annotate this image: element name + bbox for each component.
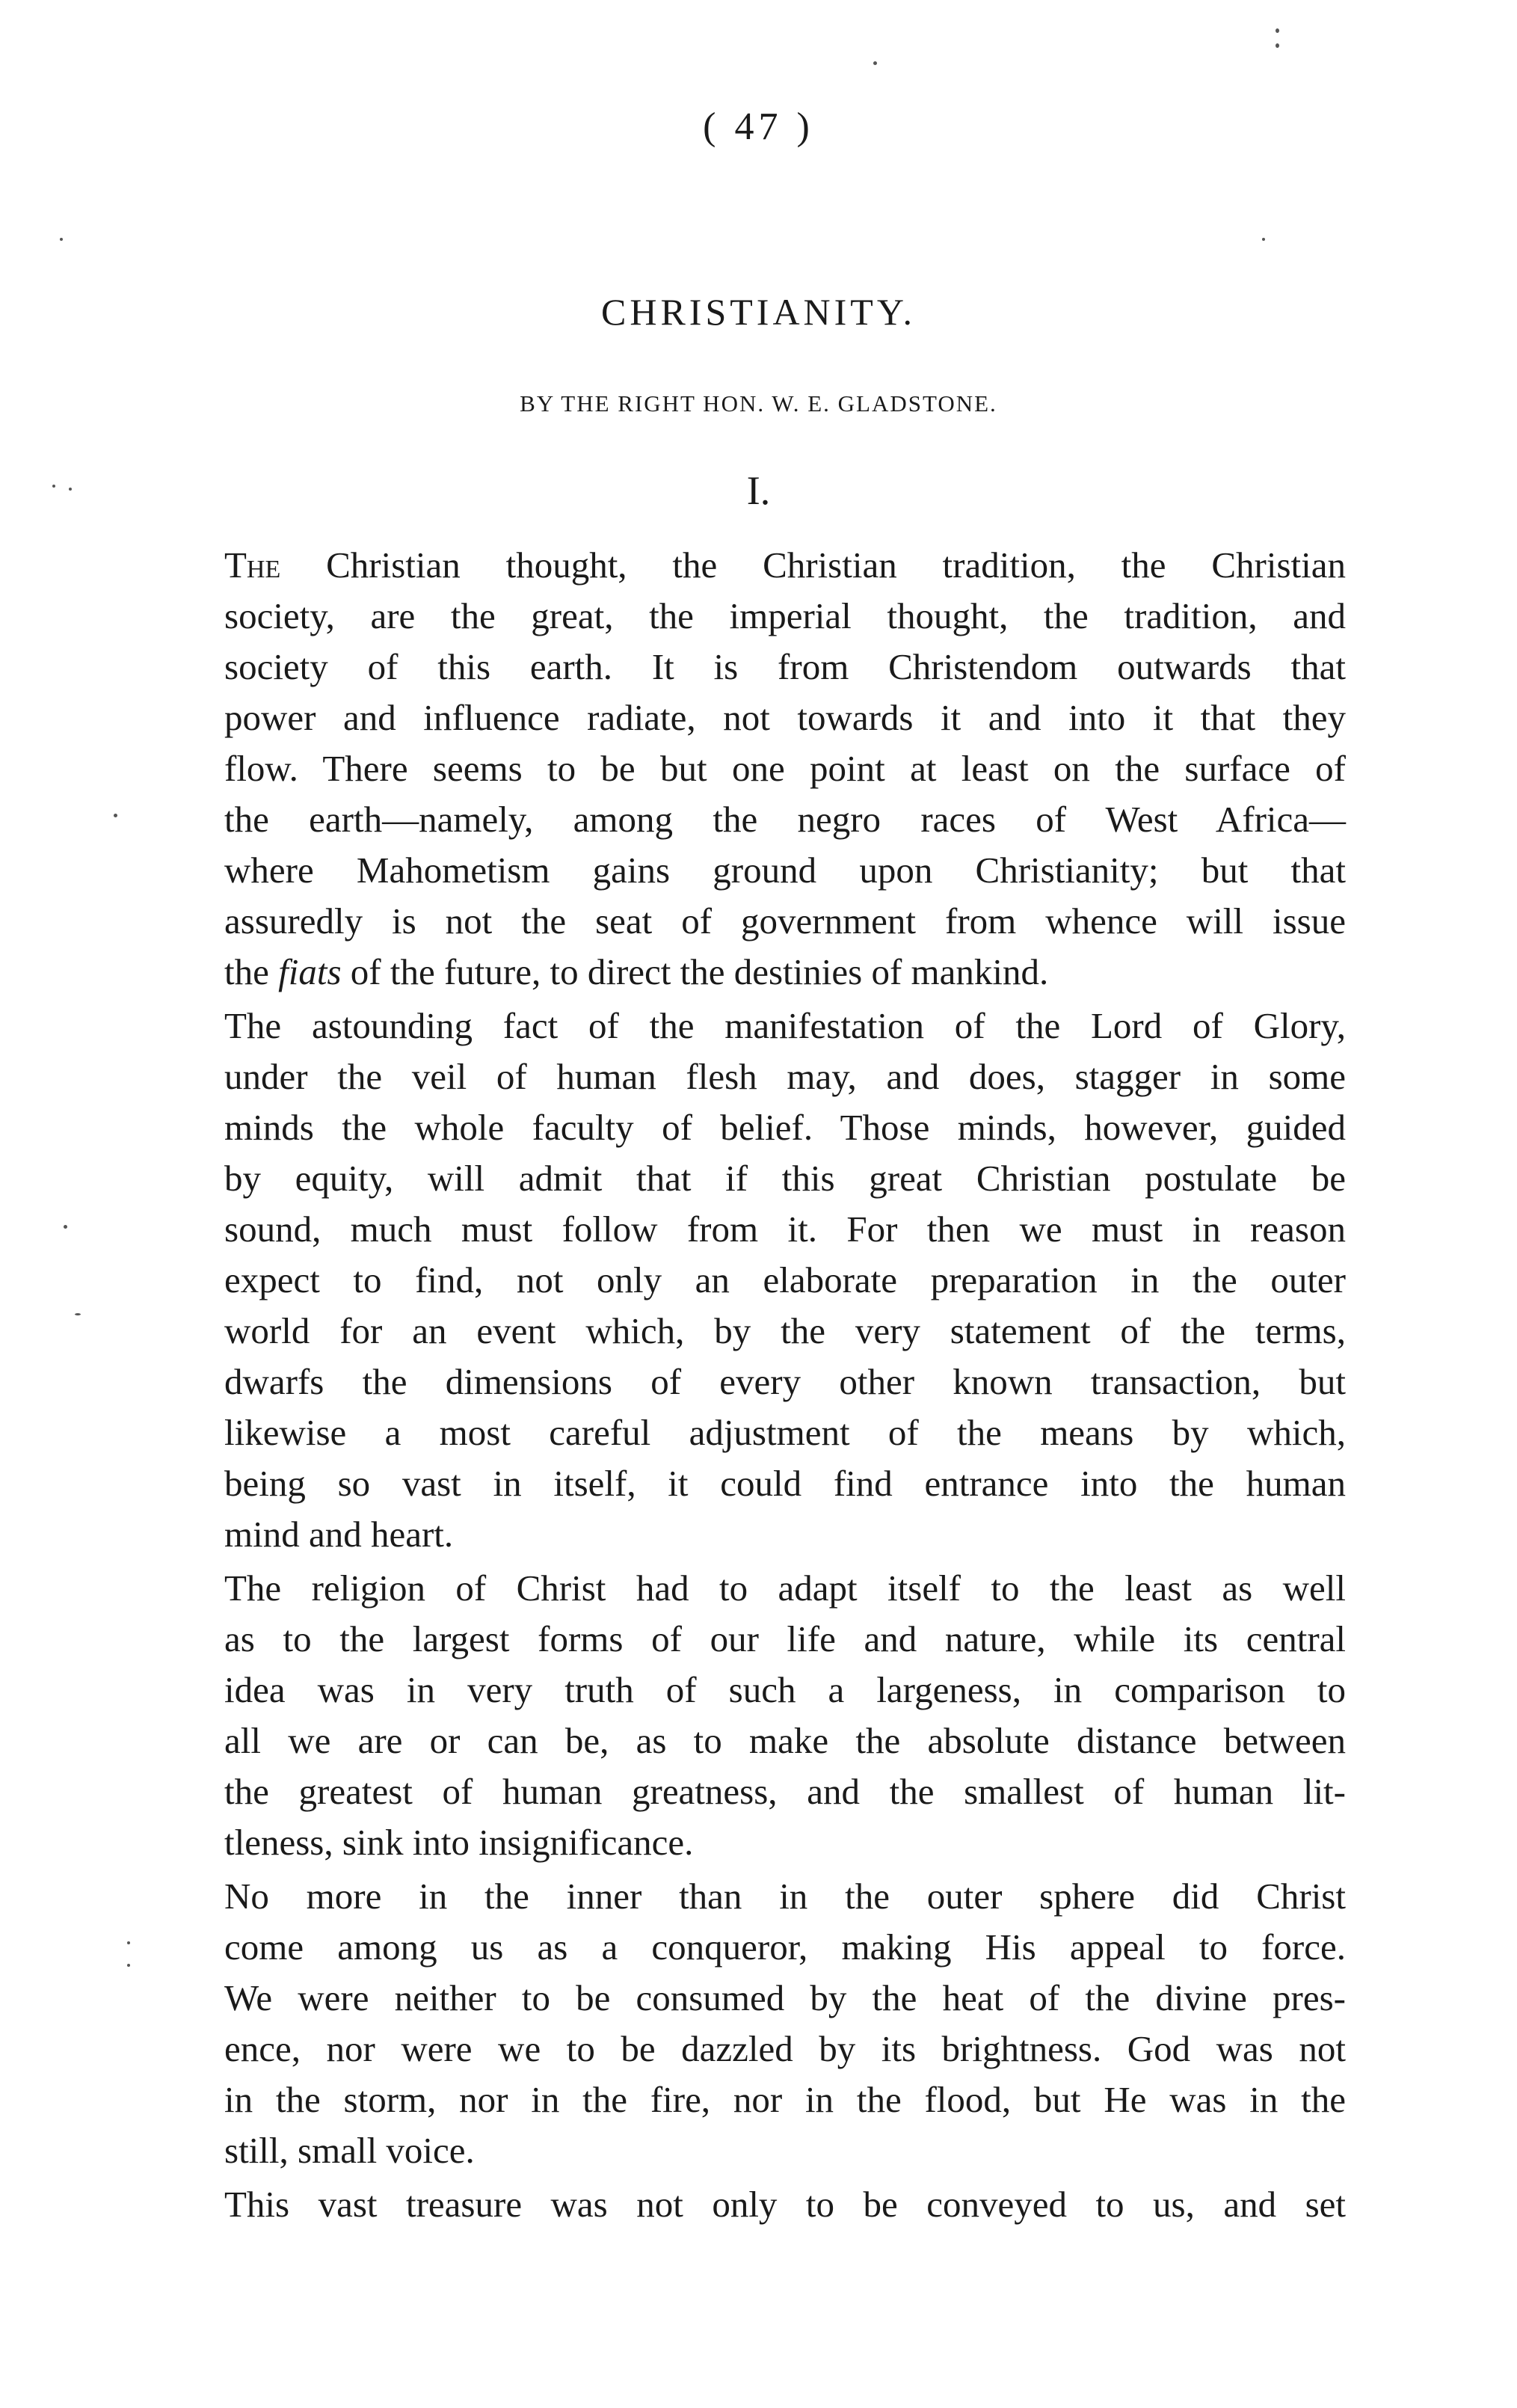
text-line: all we are or can be, as to make the absolute distance between [224,1720,1346,1761]
text-line: in the storm, nor in the fire, nor in the flood, but He was in the [224,2079,1346,2120]
paragraph-2 [187,1001,1346,1560]
scan-speck [873,61,877,65]
text-line: as to the largest forms of our life and nature, while its central [224,1618,1346,1659]
paragraph-1 [187,540,1346,998]
paragraph-lead-word: The [224,544,281,586]
scan-speck [127,1964,130,1967]
text-line: The religion of Christ had to adapt itself to the least as well [224,1567,1346,1609]
text-line: mind and heart. [224,1514,454,1555]
scan-speck [1262,238,1265,241]
scan-speck [127,1941,130,1944]
text-line: the greatest of human greatness, and the smallest of human lit- [224,1771,1346,1812]
text-line: by equity, will admit that if this great Christian postulate be [224,1158,1346,1199]
text-line: world for an event which, by the very statement of the terms, [224,1310,1346,1351]
scan-speck [75,1313,81,1315]
text-line: come among us as a conqueror, making His appeal to force. [224,1926,1346,1968]
scan-speck [1276,28,1279,33]
text-line-fiats: the fiats of the future, to direct the destinies of mankind. [224,951,1049,992]
text-line: This vast treasure was not only to be conveyed to us, and set [224,2184,1346,2225]
text-line: power and influence radiate, not towards it and into it that they [224,697,1346,738]
scan-speck [1276,43,1279,48]
article-body [187,540,1346,2230]
text-line: dwarfs the dimensions of every other known transaction, but [224,1361,1346,1402]
text-line: minds the whole faculty of belief. Those minds, however, guided [224,1107,1346,1148]
text-line: still, small voice. [224,2130,475,2171]
text-line: tleness, sink into insignificance. [224,1822,694,1863]
scan-speck [64,1225,67,1229]
paragraph-3 [187,1563,1346,1868]
article-byline: BY THE RIGHT HON. W. E. GLADSTONE. [520,390,997,417]
text-line: The astounding fact of the manifestation of the Lord of Glory, [224,1005,1346,1046]
section-number: I. [746,468,771,513]
text-line: flow. There seems to be but one point at least on the surface of [224,748,1346,789]
text-line: where Mahometism gains ground upon Christianity; but that [224,850,1346,891]
text-line: assuredly is not the seat of government from whence will issue [224,900,1346,942]
text-line: likewise a most careful adjustment of the means by which, [224,1412,1346,1453]
text-line: being so vast in itself, it could find entrance into the human [224,1463,1346,1504]
text-line: The Christian thought, the Christian tradition, the Christian [224,544,1346,586]
text-line: ence, nor were we to be dazzled by its brightness. God was not [224,2028,1346,2069]
text-line: No more in the inner than in the outer sphere did Christ [224,1876,1346,1917]
paragraph-5 [187,2179,1346,2230]
scan-speck [114,814,117,817]
text-line: under the veil of human flesh may, and does, stagger in some [224,1056,1346,1097]
article-title: CHRISTIANITY. [600,291,917,333]
text-line: We were neither to be consumed by the heat of the divine pres- [224,1977,1346,2018]
text-line: expect to find, not only an elaborate preparation in the outer [224,1259,1346,1300]
paragraph-4 [187,1871,1346,2176]
scan-speck [60,238,63,241]
text-line: idea was in very truth of such a largeness, in comparison to [224,1669,1346,1710]
scan-speck [52,485,55,488]
scan-speck [69,488,72,491]
text-line: the earth—namely, among the negro races of West Africa— [224,799,1346,840]
page-number: ( 47 ) [703,105,814,148]
text-line: sound, much must follow from it. For then we must in reason [224,1208,1346,1250]
italic-word: fiats [278,951,342,992]
text-line: society of this earth. It is from Christendom outwards that [224,646,1346,687]
text-line: society, are the great, the imperial thought, the tradition, and [224,595,1346,636]
